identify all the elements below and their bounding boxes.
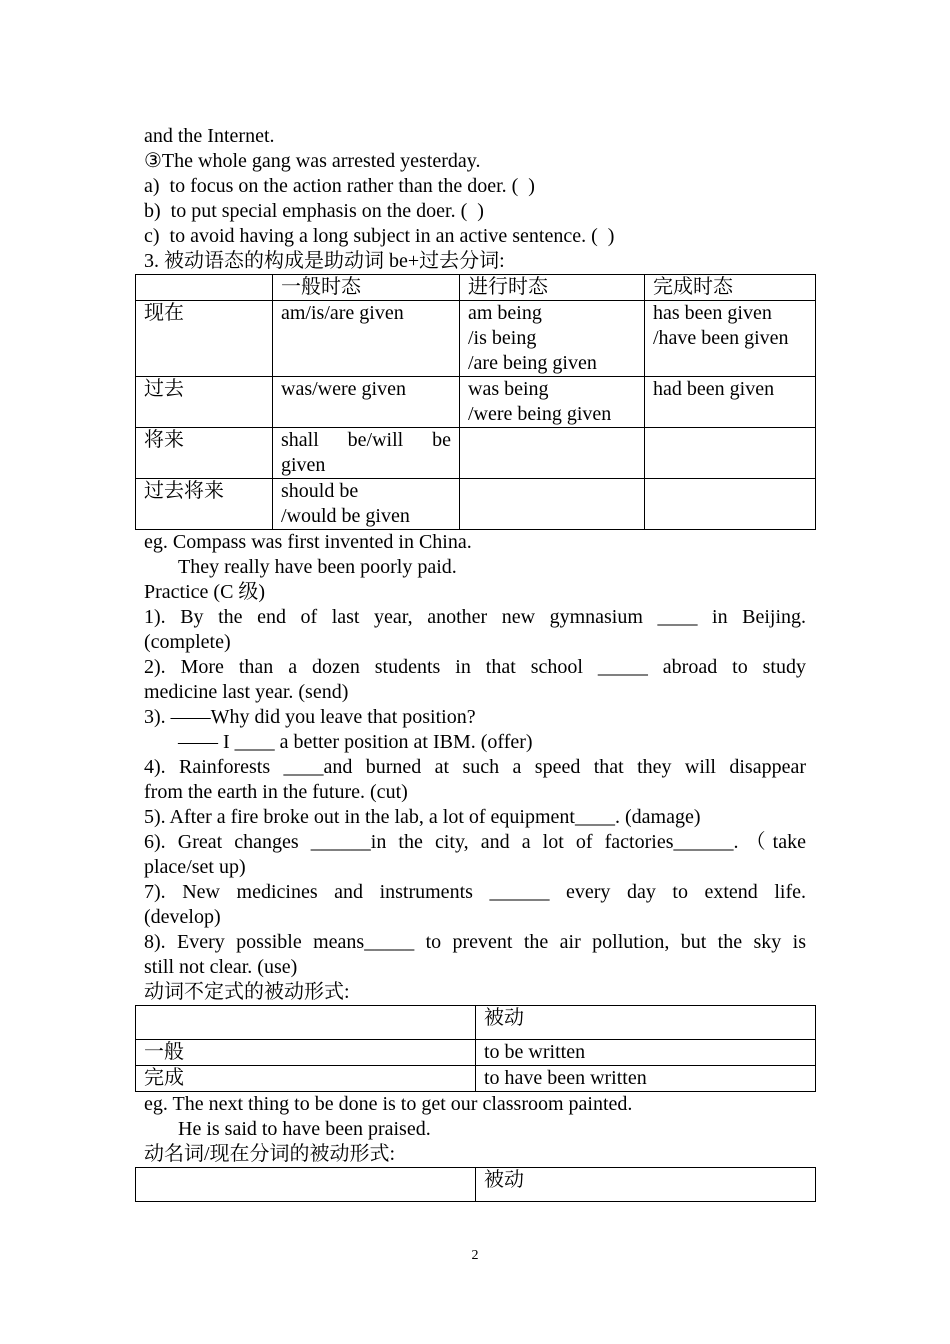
infinitive-passive-table bbox=[135, 1005, 816, 1092]
row-label: 过去 bbox=[136, 377, 273, 428]
table-cell: am/is/are given bbox=[273, 301, 460, 377]
table-cell: was/were given bbox=[273, 377, 460, 428]
examples-block bbox=[144, 1092, 806, 1142]
table-header-cell: 进行时态 bbox=[460, 275, 645, 301]
document-page bbox=[144, 124, 806, 1202]
example-line: They really have been poorly paid. bbox=[178, 556, 457, 578]
practice-item: 5). After a fire broke out in the lab, a lot of equipment____. (damage) bbox=[144, 806, 701, 828]
option-b: b) to put special emphasis on the doer. ( ) bbox=[144, 200, 484, 222]
intro-text bbox=[144, 124, 806, 274]
table-row bbox=[136, 301, 816, 377]
table-header-cell: 完成时态 bbox=[645, 275, 816, 301]
practice-item: 3). ——Why did you leave that position? —— I ____ a better position at IBM. (offer) bbox=[144, 706, 533, 753]
table-header-row bbox=[136, 1168, 816, 1202]
practice-item: 1). By the end of last year, another new gymnasium ____ in Beijing. (complete) bbox=[144, 606, 806, 653]
example-sentence: ③The whole gang was arrested yesterday. bbox=[144, 150, 481, 172]
table-cell: am being /is being /are being given bbox=[460, 301, 645, 377]
table-cell: shall be/will be given bbox=[273, 428, 460, 479]
option-c: c) to avoid having a long subject in an active sentence. ( ) bbox=[144, 225, 615, 247]
examples-block bbox=[144, 530, 806, 580]
passive-tense-table bbox=[135, 274, 816, 530]
table-row bbox=[136, 1040, 816, 1066]
option-a: a) to focus on the action rather than the doer. ( ) bbox=[144, 175, 535, 197]
section-heading: 3. 被动语态的构成是助动词 be+过去分词: bbox=[144, 250, 505, 272]
row-label: 将来 bbox=[136, 428, 273, 479]
text-line: and the Internet. bbox=[144, 125, 275, 147]
table-cell: was being /were being given bbox=[460, 377, 645, 428]
table-header-cell: 被动 bbox=[476, 1168, 816, 1202]
table-header-row bbox=[136, 275, 816, 301]
table-cell bbox=[645, 428, 816, 479]
example-line: eg. Compass was first invented in China. bbox=[144, 531, 472, 553]
practice-title: Practice (C 级) bbox=[144, 581, 266, 603]
practice-item: 4). Rainforests ____and burned at such a speed that they will disappear from the earth in the future. (cut) bbox=[144, 756, 806, 803]
table-row bbox=[136, 377, 816, 428]
table-header-row bbox=[136, 1006, 816, 1040]
table-cell: to be written bbox=[476, 1040, 816, 1066]
practice-item: 2). More than a dozen students in that school _____ abroad to study medicine last year. (send) bbox=[144, 656, 806, 703]
row-label: 现在 bbox=[136, 301, 273, 377]
table-cell bbox=[460, 479, 645, 530]
table-row bbox=[136, 1066, 816, 1092]
table-header-cell bbox=[136, 1168, 476, 1202]
table-cell: had been given bbox=[645, 377, 816, 428]
table-row bbox=[136, 479, 816, 530]
practice-item: 7). New medicines and instruments ______ every day to extend life. (develop) bbox=[144, 881, 806, 928]
practice-item: 6). Great changes ______in the city, and a lot of factories______.（take place/set up) bbox=[144, 831, 806, 878]
table-cell bbox=[460, 428, 645, 479]
table-cell: has been given /have been given bbox=[645, 301, 816, 377]
row-label: 完成 bbox=[136, 1066, 476, 1092]
table-cell: to have been written bbox=[476, 1066, 816, 1092]
table-row bbox=[136, 428, 816, 479]
row-label: 一般 bbox=[136, 1040, 476, 1066]
gerund-heading: 动名词/现在分词的被动形式: bbox=[144, 1143, 396, 1165]
row-label: 过去将来 bbox=[136, 479, 273, 530]
table-header-cell bbox=[136, 275, 273, 301]
practice-list bbox=[144, 605, 806, 980]
table-header-cell: 一般时态 bbox=[273, 275, 460, 301]
gerund-passive-table bbox=[135, 1167, 816, 1202]
table-cell: should be /would be given bbox=[273, 479, 460, 530]
example-line: eg. The next thing to be done is to get our classroom painted. bbox=[144, 1093, 633, 1115]
table-header-cell bbox=[136, 1006, 476, 1040]
practice-item: 8). Every possible means_____ to prevent the air pollution, but the sky is still not clear. (use) bbox=[144, 931, 806, 978]
table-header-cell: 被动 bbox=[476, 1006, 816, 1040]
page-number: 2 bbox=[471, 1248, 479, 1263]
infinitive-heading: 动词不定式的被动形式: bbox=[144, 981, 350, 1003]
example-line: He is said to have been praised. bbox=[178, 1118, 431, 1140]
table-cell bbox=[645, 479, 816, 530]
